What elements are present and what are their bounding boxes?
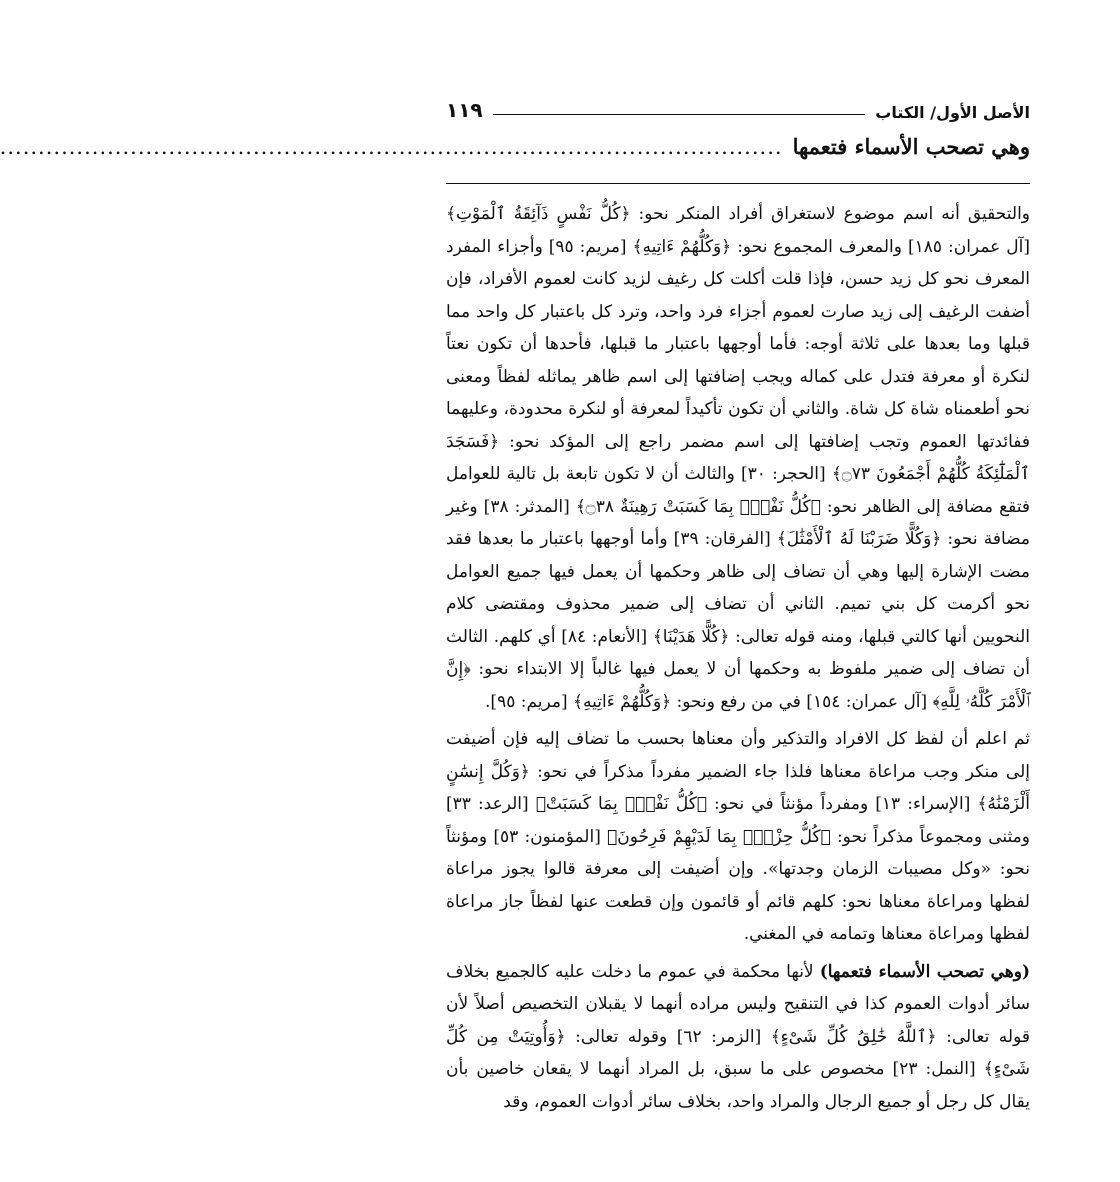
page-number: ١١٩: [446, 98, 483, 122]
paragraph-1-text: والتحقيق أنه اسم موضوع لاستغراق أفراد المنكر نحو: ﴿كُلُّ نَفْسٍ ذَآئِقَةُ ٱلْمَوْتِ﴾ [آل عمران: ١٨٥] والمعرف المجموع نحو: ﴿وَكُلُّهُمْ ءَاتِيهِ﴾ [مريم: ٩٥] وأجزاء المفرد المعرف نحو كل زيد حسن، فإذا قلت أكلت كل رغيف لزيد كانت لعموم الأفراد، فإن أضفت الرغيف إلى زيد صارت لعموم أجزاء فرد واحد، وترد كل باعتبار كل واحد مما قبلها وما بعدها على ثلاثة أوجه: فأما أوجهها باعتبار ما قبلها، فأحدها أن تكون نعتاً لنكرة أو معرفة فتدل على كماله ويجب إضافتها إلى اسم ظاهر يماثله لفظاً ومعنى نحو أطعمناه شاة كل شاة. والثاني أن تكون تأكيداً لمعرفة أو لنكرة محدودة، وعليهما ففائدتها العموم وتجب إضافتها إلى اسم مضمر راجع إلى المؤكد نحو: ﴿فَسَجَدَ ٱلْمَلَٰٓئِكَةُ كُلُّهُمْ أَجْمَعُونَ ۝٧٣﴾ [الحجر: ٣٠] والثالث أن لا تكون تابعة بل تالية للعوامل فتقع مضافة إلى الظاهر نحو: ﴿كُلُّ نَفْسٍۭ بِمَا كَسَبَتْ رَهِينَةٌ ۝٣٨﴾ [المدثر: ٣٨] وغير مضافة نحو: ﴿وَكُلًّا ضَرَبْنَا لَهُ ٱلْأَمْثَٰلَ﴾ [الفرقان: ٣٩] وأما أوجهها باعتبار ما بعدها فقد مضت الإشارة إليها وهي أن تضاف إلى ظاهر وحكمها أن يعمل فيها جميع العوامل نحو أكرمت كل بني تميم. الثاني أن تضاف إلى ضمير محذوف ومقتضى كلام النحويين أنها كالتي قبلها، ومنه قوله تعالى: ﴿كُلًّا هَدَيْنَا﴾ [الأنعام: ٨٤] أي كلهم. الثالث أن تضاف إلى ضمير ملفوظ به وحكمها أن لا يعمل فيها غالباً إلا الابتداء نحو: ﴿إِنَّ ٱلْأَمْرَ كُلَّهُۥ لِلَّهِ﴾ [آل عمران: ١٥٤] في من رفع ونحو: ﴿وَكُلُّهُمْ ءَاتِيهِ﴾ [مريم: ٩٥].: [446, 204, 1031, 712]
running-head: [446, 88, 1030, 122]
running-title: الأصل الأول/ الكتاب: [875, 103, 1030, 122]
running-head-rule: [493, 114, 866, 115]
paragraph-3-text: لأنها محكمة في عموم ما دخلت عليه كالجميع بخلاف سائر أدوات العموم كذا في التنقيح وليس مراده أنهما لا يقبلان التخصيص أصلاً لأن قوله تعالى: ﴿ٱللَّهُ خَٰلِقُ كُلِّ شَىْءٍ﴾ [الزمر: ٦٢] وقوله تعالى: ﴿وَأُوتِيَتْ مِن كُلِّ شَىْءٍ﴾ [النمل: ٢٣] مخصوص على ما سبق، بل المراد أنهما لا يقعان خاصين بأن يقال كل رجل أو جميع الرجال والمراد واحد، بخلاف سائر أدوات العموم، وقد: [446, 961, 1030, 1112]
paragraph-2-text: ثم اعلم أن لفظ كل الافراد والتذكير وأن معناها بحسب ما تضاف إليه فإن أضيفت إلى منكر وجب مراعاة معناها فلذا جاء الضمير مفرداً مذكراً في نحو: ﴿وَكُلَّ إِنسَٰنٍ أَلْزَمْنَٰهُ﴾ [الإسراء: ١٣] ومفرداً مؤنثاً في نحو: ﴿كُلُّ نَفْسٍۭ بِمَا كَسَبَتْ﴾ [الرعد: ٣٣] ومثنى ومجموعاً مذكراً نحو: ﴿كُلُّ حِزْبٍۭ بِمَا لَدَيْهِمْ فَرِحُونَ﴾ [المؤمنون: ٥٣] ومؤنثاً نحو: «وكل مصيبات الزمان وجدتها». وإن أضيفت إلى معرفة قالوا يجوز مراعاة لفظها ومراعاة معناها نحو: كلهم قائم أو قائمون وإن قطعت عنها لفظاً جاز مراعاة لفظها ومراعاة معناها وتمامه في المغني.: [446, 729, 1030, 944]
paragraph-1: [446, 198, 1030, 718]
matn-dots: ......................................................................................................: [0, 135, 783, 159]
commentary-body: [446, 198, 1030, 1118]
paragraph-2: [446, 723, 1030, 951]
paragraph-3: [446, 956, 1030, 1119]
section-rule: [446, 183, 1030, 184]
matn-text: وهي تصحب الأسماء فتعمها: [792, 134, 1030, 159]
matn-line: [0, 134, 1030, 159]
paragraph-3-lead: (وهي تصحب الأسماء فتعمها): [819, 961, 1031, 982]
